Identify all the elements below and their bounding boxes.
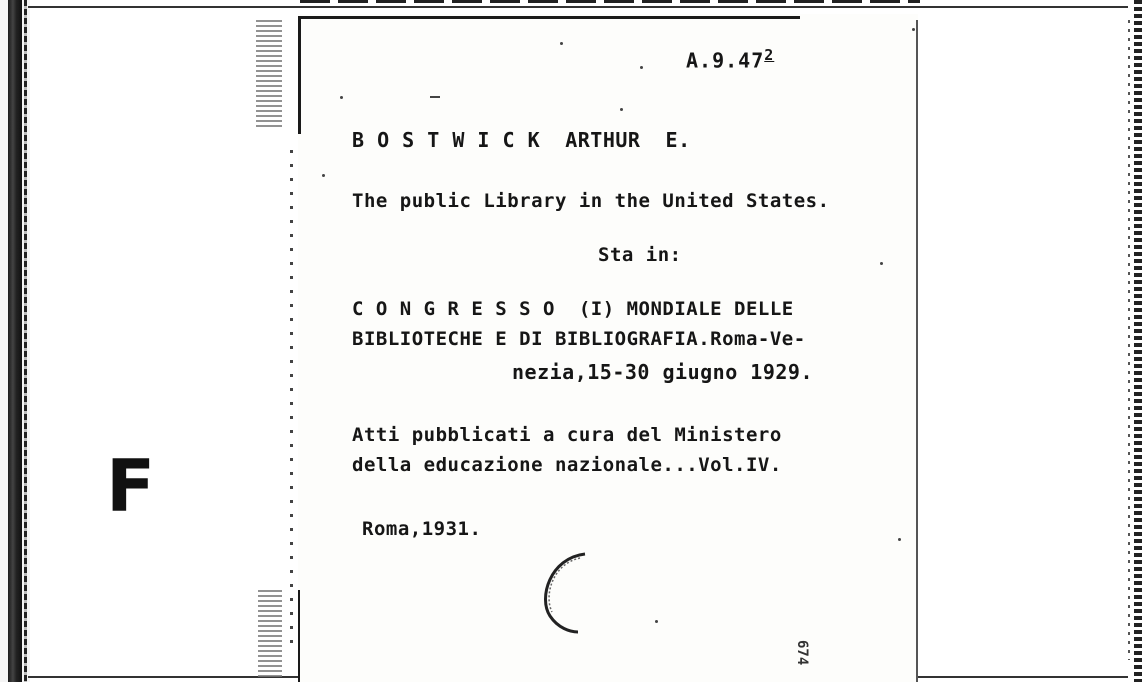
speck bbox=[560, 42, 563, 45]
scanner-right-dashed bbox=[1128, 20, 1130, 660]
card-border-left-lower bbox=[298, 590, 300, 682]
atti-line-2: della educazione nazionale...Vol.IV. bbox=[352, 454, 782, 476]
scanner-thin-bar bbox=[24, 0, 27, 682]
scanner-left-edge bbox=[0, 0, 30, 682]
binding-strip-bottom bbox=[258, 590, 282, 680]
top-rule bbox=[28, 6, 1128, 8]
scanner-dark-bar bbox=[8, 0, 22, 682]
binding-strip-top bbox=[256, 20, 282, 130]
speck bbox=[880, 262, 883, 265]
perforation-dots bbox=[290, 150, 293, 650]
card-border-top bbox=[300, 16, 800, 19]
place-date: Roma,1931. bbox=[362, 518, 482, 540]
shelfmark bbox=[686, 46, 774, 73]
margin-letter: F bbox=[106, 444, 156, 528]
speck bbox=[430, 96, 440, 98]
speck bbox=[340, 96, 343, 99]
contained-in-label: Sta in: bbox=[598, 244, 682, 266]
author-heading: B O S T W I C K ARTHUR E. bbox=[352, 128, 691, 152]
congress-line-1: C O N G R E S S O (I) MONDIALE DELLE bbox=[352, 298, 794, 320]
scanner-right-edge bbox=[1134, 0, 1142, 682]
speck bbox=[620, 108, 623, 111]
congress-line-2: BIBLIOTECHE E DI BIBLIOGRAFIA.Roma-Ve- bbox=[352, 328, 806, 350]
speck bbox=[898, 538, 901, 541]
side-number: 674 bbox=[794, 640, 810, 666]
card-border-left bbox=[298, 16, 301, 134]
shelfmark-main: A.9.47 bbox=[686, 48, 765, 73]
speck bbox=[912, 28, 915, 31]
speck bbox=[322, 174, 325, 177]
punch-hole-arc bbox=[530, 548, 600, 638]
speck bbox=[640, 66, 643, 69]
atti-line-1: Atti pubblicati a cura del Ministero bbox=[352, 424, 782, 446]
congress-line-3: nezia,15-30 giugno 1929. bbox=[512, 360, 813, 384]
work-title: The public Library in the United States. bbox=[352, 190, 830, 212]
top-rule-dashed bbox=[300, 0, 920, 3]
shelfmark-superscript: 2 bbox=[764, 46, 775, 64]
card-border-right bbox=[916, 20, 918, 682]
speck bbox=[655, 620, 658, 623]
